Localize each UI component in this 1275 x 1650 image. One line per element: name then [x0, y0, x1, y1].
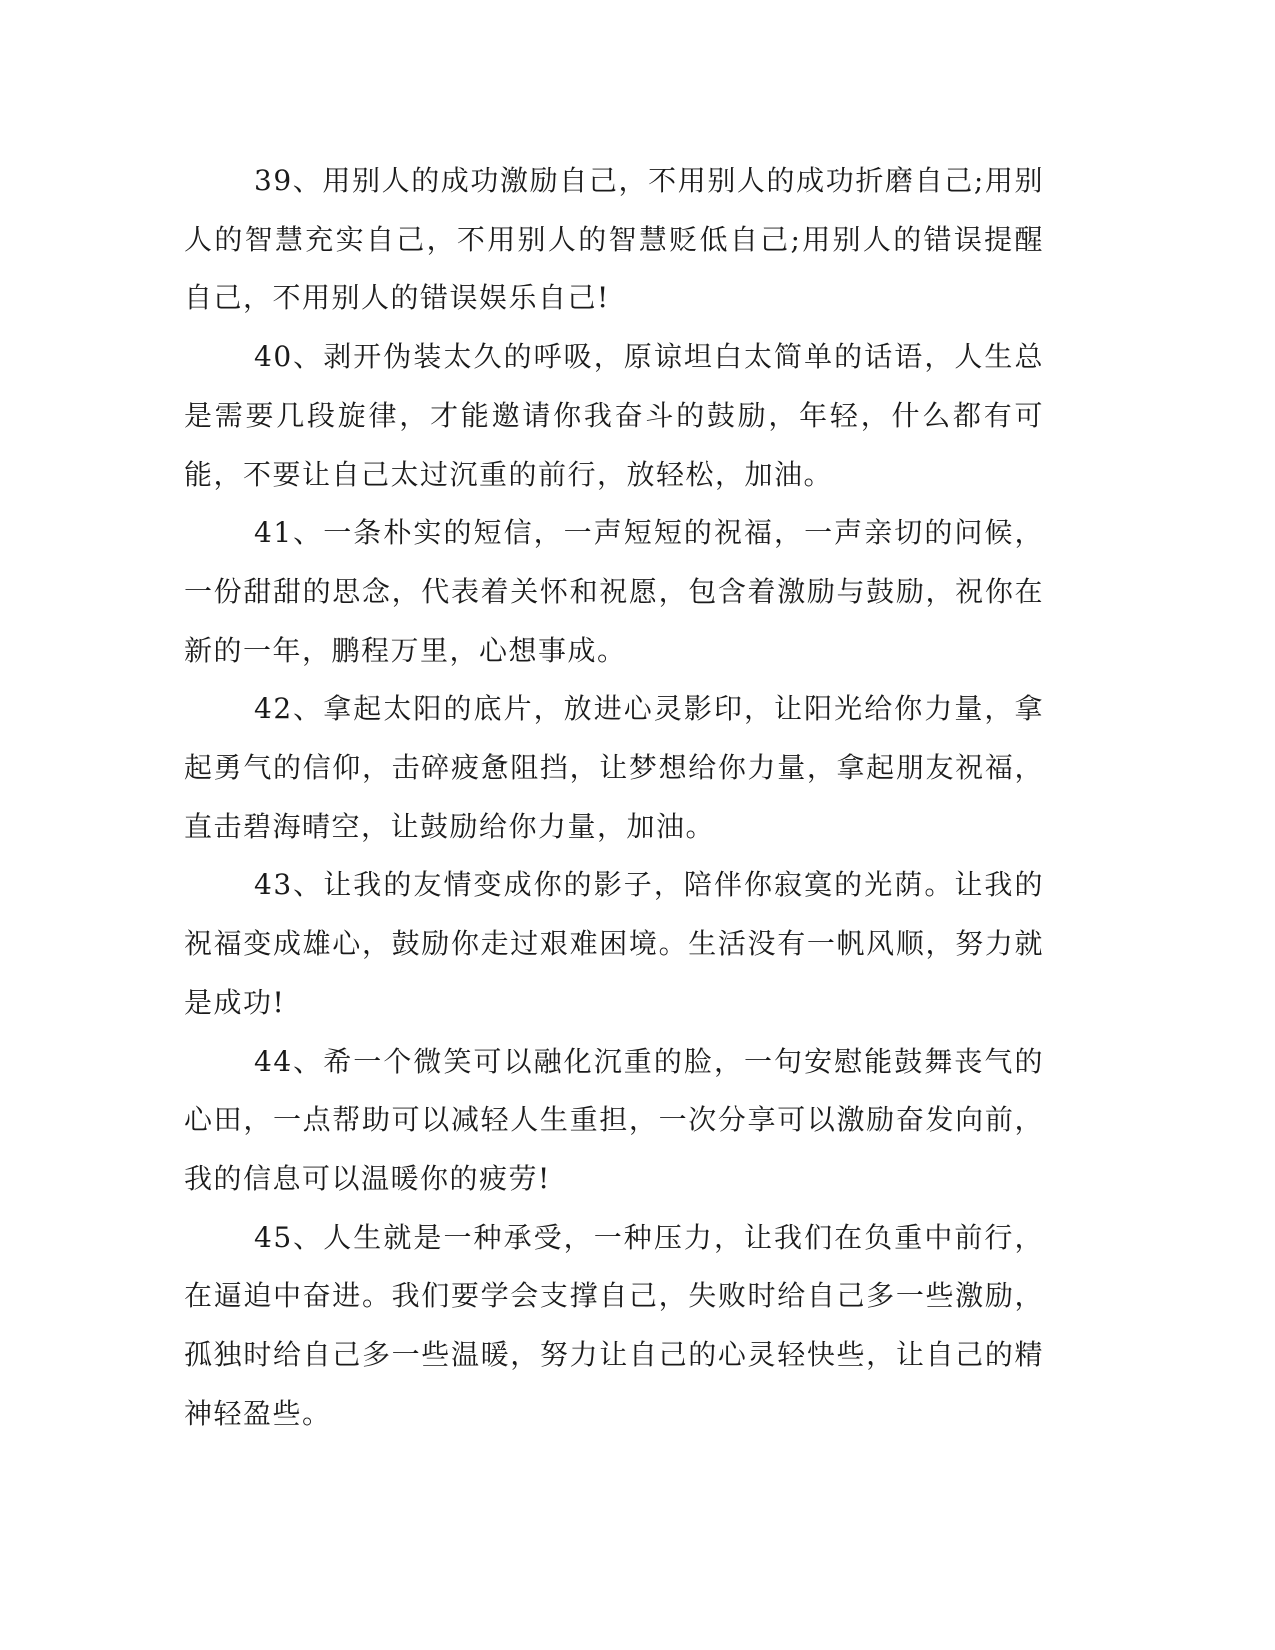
entry-44: 44、希一个微笑可以融化沉重的脸，一句安慰能鼓舞丧气的心田，一点帮助可以减轻人生重担，一次分享可以激励奋发向前，我的信息可以温暖你的疲劳!: [184, 1044, 1044, 1195]
entry-42: 42、拿起太阳的底片，放进心灵影印，让阳光给你力量，拿起勇气的信仰，击碎疲惫阻挡，让梦想给你力量，拿起朋友祝福，直击碧海晴空，让鼓励给你力量，加油。: [184, 692, 1044, 843]
document-body: [184, 152, 1044, 1443]
entry-39: 39、用别人的成功激励自己，不用别人的成功折磨自己;用别人的智慧充实自己，不用别人的智慧贬低自己;用别人的错误提醒自己，不用别人的错误娱乐自己!: [184, 164, 1044, 315]
entry-40: 40、剥开伪装太久的呼吸，原谅坦白太简单的话语，人生总是需要几段旋律，才能邀请你我奋斗的鼓励，年轻，什么都有可能，不要让自己太过沉重的前行，放轻松，加油。: [184, 340, 1044, 491]
entry-45: 45、人生就是一种承受，一种压力，让我们在负重中前行，在逼迫中奋进。我们要学会支撑自己，失败时给自己多一些激励，孤独时给自己多一些温暖，努力让自己的心灵轻快些，让自己的精神轻盈些。: [184, 1220, 1044, 1430]
entry-43: 43、让我的友情变成你的影子，陪伴你寂寞的光荫。让我的祝福变成雄心，鼓励你走过艰难困境。生活没有一帆风顺，努力就是成功!: [184, 868, 1044, 1019]
entry-41: 41、一条朴实的短信，一声短短的祝福，一声亲切的问候，一份甜甜的思念，代表着关怀和祝愿，包含着激励与鼓励，祝你在新的一年，鹏程万里，心想事成。: [184, 516, 1044, 667]
